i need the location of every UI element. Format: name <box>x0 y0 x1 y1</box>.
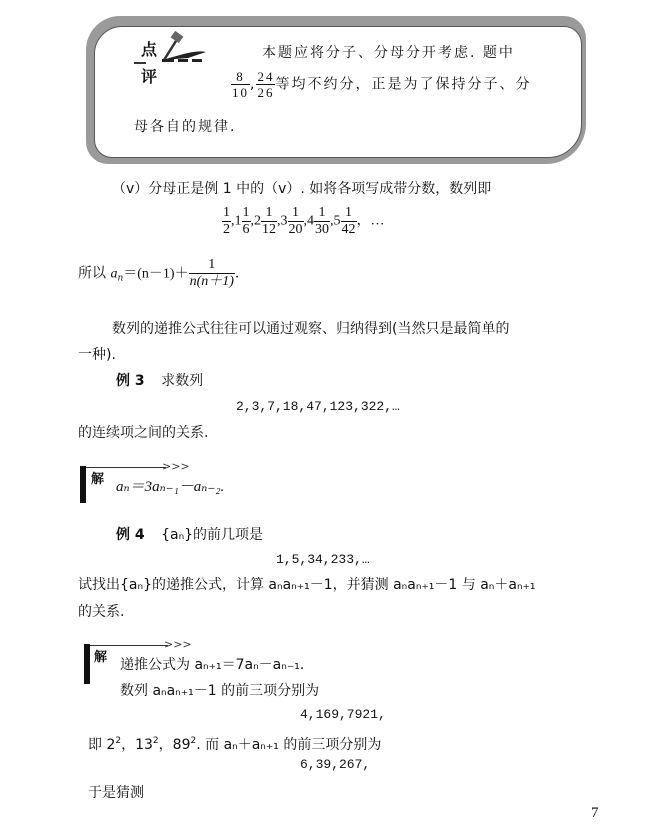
example-4-solution-2: 数列 aₙaₙ₊₁－1 的前三项分别为 <box>120 683 320 699</box>
comment-line-2: $\frac{8}{10}$ , $\frac{24}{26}$ 等均不约分，正是为了保持分子、分 <box>232 69 532 100</box>
gavel-icon <box>158 30 220 66</box>
example-3-sequence: 2,3,7,18,47,123,322,… <box>236 399 400 414</box>
comment-label-dash <box>134 62 146 64</box>
example-4-solution-label: 解 <box>94 650 108 665</box>
example-4-values-1: 4,169,7921, <box>300 707 386 722</box>
example-4-label: 例 4 <box>116 527 145 543</box>
part-v-intro: （v）分母正是例 1 中的（v）. 如将各项写成带分数，数列即 <box>112 181 492 197</box>
comment-label-top: 点 <box>141 40 158 59</box>
comment-line-3: 母各自的规律. <box>134 119 237 135</box>
arrow-heads-icon: >>> <box>162 460 190 473</box>
example-4-question-1: 试找出{aₙ}的递推公式，计算 aₙaₙ₊₁－1，并猜测 aₙaₙ₊₁－1 与 aₙ＋aₙ₊₁ <box>78 577 536 593</box>
example-4-values-2: 6,39,267, <box>300 757 371 772</box>
example-3-solution-label: 解 <box>91 472 105 487</box>
example-4-header: 例 4 {aₙ}的前几项是 <box>116 527 264 543</box>
solution-marker-bar-2 <box>84 644 90 684</box>
part-v-formula: 所以 $a_n=(n-1)+$ $\frac{1}{n(n+1)}$ . <box>78 257 240 289</box>
page-number: 7 <box>591 805 599 821</box>
example-3-tail: 的连续项之间的关系. <box>78 425 209 441</box>
comment-label-bottom: 评 <box>141 67 158 86</box>
paragraph-line-2: 一种). <box>78 347 116 363</box>
example-4-solution-3: 即 $2^2$，$13^2$，$89^2$. 而 aₙ＋aₙ₊₁ 的前三项分别为 <box>88 736 382 753</box>
solution-marker-bar <box>80 466 86 503</box>
example-3-header: 例 3 求数列 <box>116 373 204 389</box>
paragraph-line-1: 数列的递推公式往往可以通过观察、归纳得到(当然只是最简单的 <box>112 321 510 337</box>
example-4-sequence: 1,5,34,233,… <box>276 552 370 567</box>
example-3-label: 例 3 <box>116 373 145 389</box>
mixed-fraction-sequence: $\frac{1}{2}$ ,1 $\frac{1}{6}$ ,2 $\frac{1}{12}$ ,3 $\frac{1}{20}$ ,4 $\frac{1}{30}$ ,5 $\frac{1}{42}$ ，… <box>223 205 385 237</box>
comment-line-1: 本题应将分子、分母分开考虑. 题中 <box>262 45 515 61</box>
arrow-heads-icon-2: >>> <box>164 638 192 651</box>
example-4-question-2: 的关系. <box>78 604 125 620</box>
example-4-solution-1: 递推公式为 aₙ₊₁＝7aₙ－aₙ₋₁. <box>120 657 305 673</box>
example-3-solution: aₙ＝3aₙ₋₁－aₙ₋₂. <box>116 479 225 495</box>
example-4-solution-4: 于是猜测 <box>88 785 144 801</box>
